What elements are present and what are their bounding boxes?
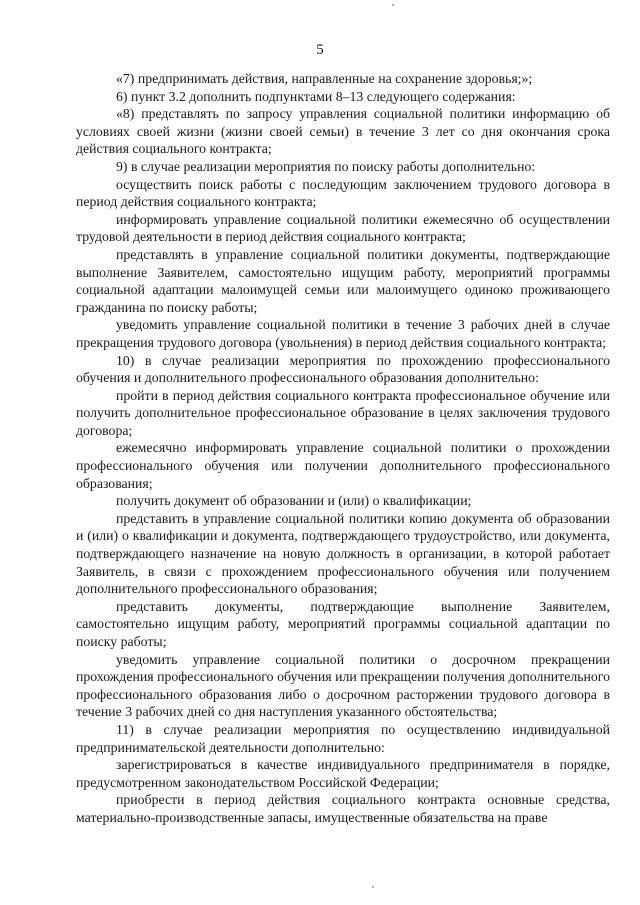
paragraph: уведомить управление социальной политики в течение 3 рабочих дней в случае прекращения трудового договора (увольнения) в период действия социального контракта;	[76, 317, 610, 350]
paragraph: представить документы, подтверждающие выполнение Заявителем, самостоятельно ищущим работу, мероприятий программы социальной адаптации по поиску работы;	[76, 598, 610, 649]
document-body	[76, 70, 610, 827]
paragraph: зарегистрироваться в качестве индивидуального предпринимателя в порядке, предусмотренном законодательством Российской Федерации;	[76, 757, 610, 790]
paragraph: представить в управление социальной политики копию документа об образовании и (или) о квалификации и документа, подтверждающего трудоустройство, или документа, подтверждающего назначение на новую должность в организации, в которой работает Заявитель, в связи с прохождением профессионального обучения или получением дополнительного профессионального образования;	[76, 510, 610, 597]
paragraph: ежемесячно информировать управление социальной политики о прохождении профессионального обучения или получении дополнительного профессионального образования;	[76, 440, 610, 491]
paragraph: 6) пункт 3.2 дополнить подпунктами 8–13 следующего содержания:	[116, 88, 516, 104]
paragraph: приобрести в период действия социального контракта основные средства, материально-производственные запасы, имущественные обязательства на праве	[76, 792, 610, 825]
paragraph: пройти в период действия социального контракта профессиональное обучение или получить дополнительное профессиональное образование в целях заключения трудового договора;	[76, 387, 610, 438]
paragraph: получить документ об образовании и (или) о квалификации;	[116, 493, 472, 509]
scan-speck	[372, 886, 374, 888]
paragraph: 9) в случае реализации мероприятия по поиску работы дополнительно:	[116, 158, 536, 174]
paragraph: «8) представлять по запросу управления социальной политики информацию об условиях своей жизни (жизни своей семьи) в течение 3 лет со дня окончания срока действия социального контракта;	[76, 106, 610, 157]
paragraph: представлять в управление социальной политики документы, подтверждающие выполнение Заявителем, самостоятельно ищущим работу, мероприятий программы социальной адаптации малоимущей семьи или малоимущего одиноко проживающего гражданина по поиску работы;	[76, 246, 610, 315]
scan-speck	[392, 4, 394, 6]
paragraph: 10) в случае реализации мероприятия по прохождению профессионального обучения и дополнительного профессионального образования дополнительно:	[76, 352, 610, 386]
page-number: 5	[316, 42, 324, 58]
paragraph: «7) предпринимать действия, направленные на сохранение здоровья;»;	[116, 71, 533, 86]
paragraph: информировать управление социальной политики ежемесячно об осуществлении трудовой деятельности в период действия социального контракта;	[76, 211, 610, 245]
paragraph: 11) в случае реализации мероприятия по осуществлению индивидуальной предпринимательской деятельности дополнительно:	[76, 721, 610, 755]
paragraph: осуществить поиск работы с последующим заключением трудового договора в период действия социального контракта;	[76, 176, 610, 210]
paragraph: уведомить управление социальной политики о досрочном прекращении прохождения профессионального обучения или прекращении получения дополнительного профессионального образования либо о досрочном расторжении трудового договора в течение 3 рабочих дней со дня наступления указанного обстоятельства;	[76, 651, 610, 720]
